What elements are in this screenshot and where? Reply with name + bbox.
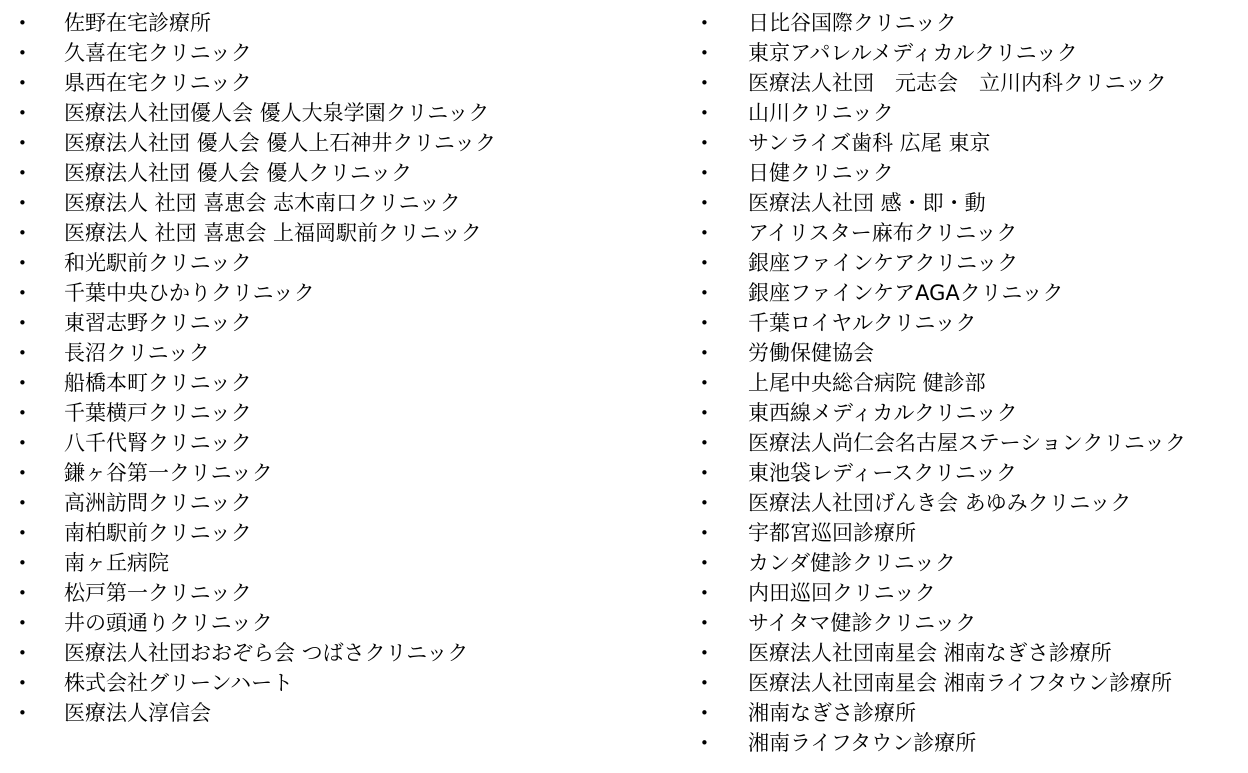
bullet-icon: •: [700, 194, 709, 212]
bullet-icon: •: [700, 44, 709, 62]
list-item: [700, 488, 1245, 518]
list-item: [700, 188, 1245, 218]
list-item: [18, 308, 618, 338]
clinic-name: 南柏駅前クリニック: [64, 521, 252, 545]
list-item: [700, 578, 1245, 608]
list-item: [700, 608, 1245, 638]
list-item: [18, 188, 618, 218]
bullet-icon: •: [700, 644, 709, 662]
list-item: [700, 698, 1245, 728]
bullet-icon: •: [18, 44, 27, 62]
list-item: [18, 668, 618, 698]
list-item: [700, 458, 1245, 488]
bullet-icon: •: [700, 344, 709, 362]
list-item: [700, 638, 1245, 668]
clinic-name: サンライズ歯科 広尾 東京: [748, 131, 991, 155]
list-item: [18, 428, 618, 458]
clinic-name: 銀座ファインケアクリニック: [748, 251, 1019, 275]
clinic-name: 銀座ファインケアAGAクリニック: [748, 281, 1064, 305]
bullet-icon: •: [700, 704, 709, 722]
list-item: [700, 158, 1245, 188]
list-item: [18, 698, 618, 728]
clinic-name: 医療法人社団 感・即・動: [748, 191, 986, 215]
clinic-name: 湘南なぎさ診療所: [748, 701, 916, 725]
bullet-icon: •: [18, 434, 27, 452]
list-item: [700, 8, 1245, 38]
clinic-list-left: [18, 8, 618, 728]
bullet-icon: •: [18, 524, 27, 542]
list-item: [700, 398, 1245, 428]
list-item: [700, 518, 1245, 548]
clinic-name: 医療法人社団げんき会 あゆみクリニック: [748, 491, 1132, 515]
list-item: [18, 278, 618, 308]
clinic-name: 医療法人社団優人会 優人大泉学園クリニック: [64, 101, 490, 125]
clinic-name: 和光駅前クリニック: [64, 251, 252, 275]
bullet-icon: •: [700, 554, 709, 572]
bullet-icon: •: [18, 254, 27, 272]
clinic-name: 医療法人社団南星会 湘南ライフタウン診療所: [748, 671, 1172, 695]
bullet-icon: •: [700, 134, 709, 152]
clinic-name: 東西線メディカルクリニック: [748, 401, 1018, 425]
clinic-name: 佐野在宅診療所: [64, 11, 211, 35]
clinic-name: 医療法人社団おおぞら会 つばさクリニック: [64, 641, 469, 665]
list-item: [18, 98, 618, 128]
clinic-list-right: [700, 8, 1245, 758]
bullet-icon: •: [700, 314, 709, 332]
bullet-icon: •: [18, 554, 27, 572]
clinic-name: 湘南ライフタウン診療所: [748, 731, 977, 755]
bullet-icon: •: [700, 614, 709, 632]
clinic-name: 医療法人社団 優人会 優人クリニック: [64, 161, 413, 185]
list-item: [700, 98, 1245, 128]
clinic-name: 日健クリニック: [748, 161, 894, 185]
clinic-name: 医療法人社団 優人会 優人上石神井クリニック: [64, 131, 497, 155]
clinic-name: 東習志野クリニック: [64, 311, 252, 335]
bullet-icon: •: [700, 14, 709, 32]
list-item: [18, 518, 618, 548]
bullet-icon: •: [700, 254, 709, 272]
clinic-name: アイリスター麻布クリニック: [748, 221, 1018, 245]
list-item: [18, 398, 618, 428]
list-item: [700, 728, 1245, 758]
bullet-icon: •: [18, 104, 27, 122]
list-item: [18, 548, 618, 578]
list-item: [18, 368, 618, 398]
list-item: [18, 128, 618, 158]
list-item: [18, 248, 618, 278]
list-item: [700, 278, 1245, 308]
clinic-name: 南ヶ丘病院: [64, 551, 169, 575]
bullet-icon: •: [700, 734, 709, 752]
bullet-icon: •: [18, 704, 27, 722]
bullet-icon: •: [700, 164, 709, 182]
bullet-icon: •: [18, 164, 27, 182]
bullet-icon: •: [18, 404, 27, 422]
clinic-name: 医療法人 社団 喜恵会 志木南口クリニック: [64, 191, 461, 215]
bullet-icon: •: [18, 314, 27, 332]
bullet-icon: •: [18, 344, 27, 362]
bullet-icon: •: [18, 674, 27, 692]
clinic-name: 松戸第一クリニック: [64, 581, 252, 605]
list-item: [18, 338, 618, 368]
list-item: [18, 68, 618, 98]
clinic-name: 千葉ロイヤルクリニック: [748, 311, 977, 335]
bullet-icon: •: [700, 464, 709, 482]
list-item: [18, 158, 618, 188]
clinic-name: 東池袋レディースクリニック: [748, 461, 1018, 485]
list-item: [18, 218, 618, 248]
list-item: [700, 218, 1245, 248]
bullet-icon: •: [18, 374, 27, 392]
list-item: [700, 128, 1245, 158]
clinic-name: 久喜在宅クリニック: [64, 41, 252, 65]
clinic-name: 県西在宅クリニック: [64, 71, 252, 95]
list-item: [700, 368, 1245, 398]
clinic-name: サイタマ健診クリニック: [748, 611, 977, 635]
bullet-icon: •: [18, 584, 27, 602]
bullet-icon: •: [700, 434, 709, 452]
list-item: [700, 308, 1245, 338]
bullet-icon: •: [18, 224, 27, 242]
list-item: [700, 38, 1245, 68]
list-item: [700, 338, 1245, 368]
clinic-name: 労働保健協会: [748, 341, 874, 365]
clinic-name: 井の頭通りクリニック: [64, 611, 273, 635]
bullet-icon: •: [700, 524, 709, 542]
clinic-name: 八千代腎クリニック: [64, 431, 252, 455]
clinic-name: 上尾中央総合病院 健診部: [748, 371, 986, 395]
bullet-icon: •: [700, 284, 709, 302]
list-item: [18, 578, 618, 608]
list-item: [700, 248, 1245, 278]
bullet-icon: •: [18, 614, 27, 632]
bullet-icon: •: [700, 674, 709, 692]
clinic-name: 株式会社グリーンハート: [64, 671, 294, 695]
clinic-name: 医療法人淳信会: [64, 701, 211, 725]
clinic-name: 宇都宮巡回診療所: [748, 521, 916, 545]
bullet-icon: •: [700, 104, 709, 122]
list-item: [700, 548, 1245, 578]
bullet-icon: •: [700, 494, 709, 512]
bullet-icon: •: [18, 494, 27, 512]
list-item: [18, 608, 618, 638]
clinic-name: 東京アパレルメディカルクリニック: [748, 41, 1078, 65]
list-item: [18, 8, 618, 38]
clinic-name: 医療法人 社団 喜恵会 上福岡駅前クリニック: [64, 221, 482, 245]
list-item: [700, 668, 1245, 698]
bullet-icon: •: [18, 464, 27, 482]
bullet-icon: •: [18, 74, 27, 92]
clinic-name: 鎌ヶ谷第一クリニック: [64, 461, 273, 485]
clinic-name: 医療法人社団 元志会 立川内科クリニック: [748, 71, 1167, 95]
bullet-icon: •: [700, 374, 709, 392]
clinic-name: 山川クリニック: [748, 101, 894, 125]
clinic-name: 日比谷国際クリニック: [748, 11, 957, 35]
list-item: [700, 428, 1245, 458]
clinic-name: カンダ健診クリニック: [748, 551, 956, 575]
bullet-icon: •: [18, 284, 27, 302]
list-item: [18, 38, 618, 68]
clinic-name: 千葉中央ひかりクリニック: [64, 281, 315, 305]
clinic-name: 千葉横戸クリニック: [64, 401, 252, 425]
clinic-name: 医療法人尚仁会名古屋ステーションクリニック: [748, 431, 1187, 455]
clinic-name: 高洲訪問クリニック: [64, 491, 252, 515]
bullet-icon: •: [18, 14, 27, 32]
bullet-icon: •: [700, 74, 709, 92]
bullet-icon: •: [700, 224, 709, 242]
bullet-icon: •: [18, 644, 27, 662]
list-item: [18, 458, 618, 488]
clinic-name: 長沼クリニック: [64, 341, 210, 365]
list-item: [18, 488, 618, 518]
bullet-icon: •: [700, 584, 709, 602]
clinic-name: 船橋本町クリニック: [64, 371, 252, 395]
bullet-icon: •: [18, 134, 27, 152]
list-item: [18, 638, 618, 668]
clinic-name: 内田巡回クリニック: [748, 581, 936, 605]
bullet-icon: •: [18, 194, 27, 212]
list-item: [700, 68, 1245, 98]
bullet-icon: •: [700, 404, 709, 422]
clinic-name: 医療法人社団南星会 湘南なぎさ診療所: [748, 641, 1112, 665]
